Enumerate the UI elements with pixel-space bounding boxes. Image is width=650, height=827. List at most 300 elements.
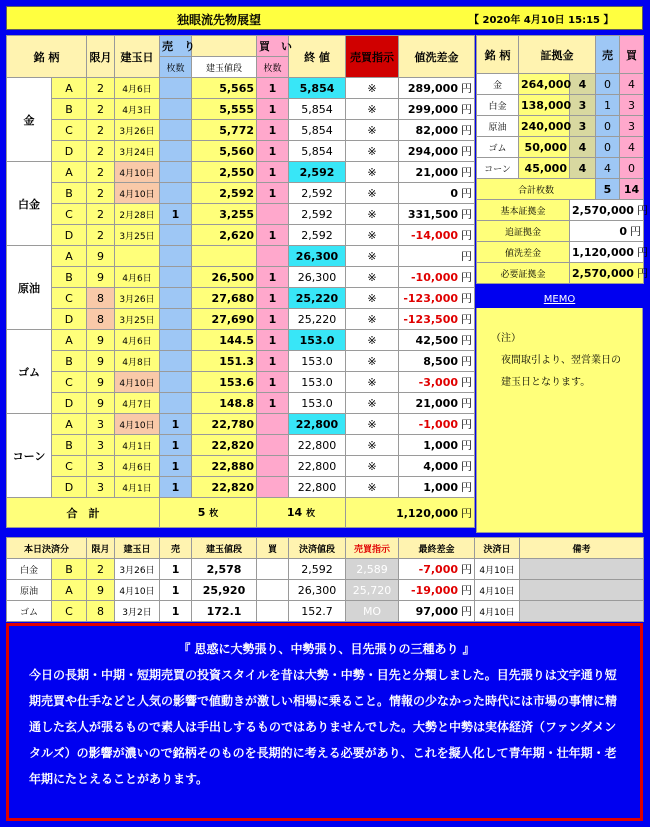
row-code: B: [52, 435, 87, 456]
row-close: 22,800: [289, 456, 346, 477]
row-close: 22,800: [289, 414, 346, 435]
row-code: D: [52, 309, 87, 330]
row-month: 2: [87, 141, 115, 162]
row-sell-count: [160, 225, 192, 246]
memo-panel: [476, 290, 643, 533]
summary-label: 追証拠金: [477, 221, 570, 242]
row-open-date: 3月26日: [115, 120, 160, 141]
row-diff: [399, 435, 475, 456]
row-close: 153.0: [289, 393, 346, 414]
row-month: 9: [87, 330, 115, 351]
row-close: 153.0: [289, 351, 346, 372]
row-signal: ※: [346, 435, 399, 456]
row-buy-count: 1: [257, 351, 289, 372]
row-sell-count: [160, 330, 192, 351]
row-close: 25,220: [289, 309, 346, 330]
group-name: 金: [7, 78, 52, 162]
header-close: 終 値: [289, 36, 346, 78]
settle-price: 2,592: [289, 559, 346, 580]
margin-brand: 原油: [477, 116, 519, 137]
settle-buy: [257, 580, 289, 601]
row-signal: ※: [346, 456, 399, 477]
row-month: 9: [87, 351, 115, 372]
margin-header-brand: 銘 柄: [477, 36, 519, 74]
row-code: C: [52, 372, 87, 393]
margin-total-sell: 5: [596, 179, 620, 200]
settle-buy: [257, 559, 289, 580]
position-row: [7, 78, 475, 99]
row-code: C: [52, 120, 87, 141]
row-signal: ※: [346, 288, 399, 309]
memo-note-title: （注）: [491, 333, 521, 344]
date-display: 【 2020年 4月10日 15:15 】: [469, 15, 614, 26]
yen-unit: 円: [461, 208, 472, 221]
yen-unit: 円: [461, 584, 473, 597]
yen-unit: 円: [461, 103, 472, 116]
yen-unit: 円: [461, 605, 473, 618]
yen-unit: 円: [461, 397, 472, 410]
position-row: [7, 309, 475, 330]
settle-code: B: [52, 559, 87, 580]
margin-deposit: 138,000: [519, 95, 570, 116]
header-buy: 買 い: [257, 36, 289, 57]
row-sell-count: [160, 183, 192, 204]
settle-month: 2: [87, 559, 115, 580]
row-sell-count: [160, 78, 192, 99]
row-sell-count: [160, 99, 192, 120]
row-sell-count: [160, 246, 192, 267]
row-diff-value: 8,500: [423, 355, 458, 368]
row-close: 22,800: [289, 477, 346, 498]
row-close: 2,592: [289, 225, 346, 246]
position-row: [7, 372, 475, 393]
settle-buy: [257, 601, 289, 622]
row-signal: ※: [346, 225, 399, 246]
row-open-date: 4月1日: [115, 477, 160, 498]
row-open-price: 26,500: [192, 267, 257, 288]
yen-unit: 円: [461, 292, 472, 305]
position-row: [7, 477, 475, 498]
row-signal: ※: [346, 162, 399, 183]
row-diff-value: -123,500: [403, 313, 458, 326]
row-close: 22,800: [289, 435, 346, 456]
row-code: D: [52, 225, 87, 246]
settle-row: [7, 559, 644, 580]
row-month: 2: [87, 162, 115, 183]
position-row: [7, 99, 475, 120]
margin-buy: 0: [620, 158, 644, 179]
header-open-price: 建玉値段: [192, 57, 257, 78]
yen-unit: 円: [461, 376, 472, 389]
row-diff: [399, 309, 475, 330]
total-label: 合 計: [7, 498, 160, 528]
row-sell-count: [160, 351, 192, 372]
row-open-price: 3,255: [192, 204, 257, 225]
row-buy-count: 1: [257, 225, 289, 246]
yen-unit: 円: [461, 334, 472, 347]
row-code: D: [52, 477, 87, 498]
article-heading: 『 思惑に大勢張り、中勢張り、目先張りの三種あり 』: [178, 642, 475, 656]
row-sell-count: [160, 372, 192, 393]
row-open-date: 4月6日: [115, 267, 160, 288]
settle-remarks: [520, 559, 644, 580]
margin-sell: 0: [596, 137, 620, 158]
row-open-date: 3月25日: [115, 309, 160, 330]
summary-amount: 1,120,000: [572, 246, 634, 259]
row-sell-count: 1: [160, 435, 192, 456]
yen-unit: 円: [461, 271, 472, 284]
settle-code: C: [52, 601, 87, 622]
margin-rate: 3: [570, 95, 596, 116]
row-sell-count: [160, 267, 192, 288]
row-sell-count: 1: [160, 204, 192, 225]
row-diff-value: 331,500: [407, 208, 458, 221]
row-sell-count: [160, 309, 192, 330]
settle-open-date: 3月26日: [115, 559, 160, 580]
settle-diff-value: -7,000: [418, 563, 459, 576]
settle-remarks: [520, 601, 644, 622]
yen-unit: 円: [461, 439, 472, 452]
row-open-price: 5,772: [192, 120, 257, 141]
row-code: D: [52, 141, 87, 162]
row-code: A: [52, 78, 87, 99]
row-open-date: 4月3日: [115, 99, 160, 120]
row-month: 8: [87, 288, 115, 309]
header-buy-count: 枚数: [257, 57, 289, 78]
settle-header-open-price: 建玉値段: [192, 538, 257, 559]
row-close: 5,854: [289, 99, 346, 120]
settle-price: 152.7: [289, 601, 346, 622]
settle-header-sell: 売: [160, 538, 192, 559]
margin-deposit: 264,000: [519, 74, 570, 95]
summary-amount: 0: [619, 225, 627, 238]
row-diff: [399, 78, 475, 99]
header-diff: 値洗差金: [399, 36, 475, 78]
row-diff-value: -14,000: [410, 229, 458, 242]
settle-date: 4月10日: [475, 559, 520, 580]
group-name: 原油: [7, 246, 52, 330]
yen-unit: 円: [461, 481, 472, 494]
row-signal: ※: [346, 183, 399, 204]
yen-unit: 円: [461, 313, 472, 326]
row-diff-value: 0: [450, 187, 458, 200]
yen-unit: 円: [461, 355, 472, 368]
yen-unit: 円: [630, 225, 641, 238]
row-open-date: 4月10日: [115, 183, 160, 204]
row-open-date: 4月1日: [115, 435, 160, 456]
row-open-price: 22,820: [192, 477, 257, 498]
row-month: 3: [87, 477, 115, 498]
row-close: 2,592: [289, 183, 346, 204]
row-buy-count: 1: [257, 162, 289, 183]
row-diff: [399, 477, 475, 498]
position-row: [7, 225, 475, 246]
row-sell-count: [160, 162, 192, 183]
settle-row: [7, 580, 644, 601]
yen-unit: 円: [636, 246, 648, 259]
row-close: 26,300: [289, 246, 346, 267]
header-brand: 銘 柄: [7, 36, 87, 78]
margin-buy: 3: [620, 95, 644, 116]
row-open-price: 22,820: [192, 435, 257, 456]
row-open-price: 2,550: [192, 162, 257, 183]
row-buy-count: 1: [257, 267, 289, 288]
row-open-price: 27,680: [192, 288, 257, 309]
margin-row: [477, 95, 644, 116]
margin-header-deposit: 証拠金: [519, 36, 596, 74]
row-diff: [399, 99, 475, 120]
margin-rate: 4: [570, 74, 596, 95]
margin-sell: 0: [596, 74, 620, 95]
yen-unit: 円: [461, 145, 472, 158]
header-spacer: [192, 36, 257, 57]
row-sell-count: [160, 120, 192, 141]
row-diff: [399, 330, 475, 351]
row-signal: ※: [346, 99, 399, 120]
row-code: B: [52, 267, 87, 288]
row-open-price: 5,565: [192, 78, 257, 99]
settle-remarks: [520, 580, 644, 601]
total-sell: [160, 498, 257, 528]
row-open-date: 4月10日: [115, 372, 160, 393]
settle-code: A: [52, 580, 87, 601]
margin-row: [477, 116, 644, 137]
row-diff: [399, 372, 475, 393]
row-open-price: 144.5: [192, 330, 257, 351]
position-row: [7, 456, 475, 477]
row-diff: [399, 267, 475, 288]
row-open-price: 153.6: [192, 372, 257, 393]
summary-label: 値洗差金: [477, 242, 570, 263]
settle-open-date: 3月2日: [115, 601, 160, 622]
group-name: コーン: [7, 414, 52, 498]
settle-diff: [399, 601, 475, 622]
row-diff-value: 1,000: [423, 439, 458, 452]
memo-note-line2: 建玉日となります。: [501, 377, 591, 388]
settle-open-price: 25,920: [192, 580, 257, 601]
article-body: 今日の長期・中期・短期売買の投資スタイルを昔は大勢・中勢・目先と分類しました。目先張りは文字通り短期売買や仕手などと人気の影響で値動きが激しい相場に乗ること。情報の少なかった時代には市場の事情に精通した玄人が張るもので素人は手出しするものではありませんでした。大勢と中勢は実体経済（ファンダメンタルズ）の影響が濃いので銘柄そのものを長期的に考える必要があり、これを擬人化して青年期・壮年期・老年期にたとえることがあります。: [29, 668, 618, 786]
position-row: [7, 141, 475, 162]
row-month: 3: [87, 435, 115, 456]
position-row: [7, 183, 475, 204]
positions-table: [6, 35, 475, 528]
settle-signal: MO: [346, 601, 399, 622]
row-month: 2: [87, 204, 115, 225]
row-open-price: 5,555: [192, 99, 257, 120]
position-row: [7, 162, 475, 183]
settle-date: 4月10日: [475, 580, 520, 601]
row-month: 8: [87, 309, 115, 330]
row-diff-value: 21,000: [415, 166, 458, 179]
row-open-price: 148.8: [192, 393, 257, 414]
row-buy-count: 1: [257, 120, 289, 141]
row-buy-count: 1: [257, 372, 289, 393]
row-open-date: 2月28日: [115, 204, 160, 225]
row-code: B: [52, 183, 87, 204]
summary-value: [570, 242, 648, 263]
row-signal: ※: [346, 414, 399, 435]
row-diff-value: 289,000: [407, 82, 458, 95]
row-signal: ※: [346, 120, 399, 141]
settle-header-signal: 売買指示: [346, 538, 399, 559]
row-open-date: 4月8日: [115, 351, 160, 372]
settle-open-date: 4月10日: [115, 580, 160, 601]
memo-note-line1: 夜間取引より、翌営業日の: [501, 355, 621, 366]
row-signal: ※: [346, 141, 399, 162]
row-open-price: 22,780: [192, 414, 257, 435]
row-diff-value: 21,000: [415, 397, 458, 410]
row-buy-count: [257, 246, 289, 267]
margin-row: [477, 74, 644, 95]
row-diff-value: 294,000: [407, 145, 458, 158]
margin-rate: 4: [570, 137, 596, 158]
row-signal: ※: [346, 351, 399, 372]
article-panel: [6, 623, 643, 821]
summary-value: [570, 221, 644, 242]
row-open-price: 2,620: [192, 225, 257, 246]
header-signal: 売買指示: [346, 36, 399, 78]
total-sell-count: 5: [197, 506, 206, 519]
row-sell-count: 1: [160, 456, 192, 477]
row-open-price: 22,880: [192, 456, 257, 477]
position-row: [7, 435, 475, 456]
row-code: D: [52, 393, 87, 414]
position-row: [7, 120, 475, 141]
settle-header-open-date: 建玉日: [115, 538, 160, 559]
row-sell-count: 1: [160, 477, 192, 498]
row-diff: [399, 351, 475, 372]
row-diff-value: -3,000: [418, 376, 458, 389]
row-sell-count: [160, 288, 192, 309]
row-diff-value: 82,000: [415, 124, 458, 137]
margin-brand: ゴム: [477, 137, 519, 158]
row-open-date: 4月6日: [115, 456, 160, 477]
settle-header-final-diff: 最終差金: [399, 538, 475, 559]
margin-brand: 金: [477, 74, 519, 95]
row-diff-value: 4,000: [423, 460, 458, 473]
row-open-date: [115, 246, 160, 267]
total-buy-count: 14: [286, 506, 303, 519]
summary-value: [570, 263, 648, 284]
row-sell-count: 1: [160, 414, 192, 435]
row-diff: [399, 414, 475, 435]
row-signal: ※: [346, 78, 399, 99]
total-sell-unit: 枚: [209, 509, 219, 519]
row-diff: [399, 456, 475, 477]
margin-deposit: 240,000: [519, 116, 570, 137]
row-buy-count: 1: [257, 393, 289, 414]
row-open-date: 4月6日: [115, 78, 160, 99]
total-buy-unit: 枚: [306, 509, 316, 519]
row-diff-value: -123,000: [403, 292, 458, 305]
yen-unit: 円: [461, 229, 472, 242]
settle-diff: [399, 559, 475, 580]
margin-table: [476, 35, 648, 284]
settle-diff: [399, 580, 475, 601]
row-open-date: 4月10日: [115, 162, 160, 183]
row-open-price: 27,690: [192, 309, 257, 330]
yen-unit: 円: [461, 250, 472, 263]
position-row: [7, 267, 475, 288]
margin-total-label: 合計枚数: [477, 179, 596, 200]
row-signal: ※: [346, 330, 399, 351]
row-code: A: [52, 246, 87, 267]
header-open-date: 建玉日: [115, 36, 160, 78]
settle-open-price: 2,578: [192, 559, 257, 580]
settle-month: 9: [87, 580, 115, 601]
row-buy-count: [257, 456, 289, 477]
margin-buy: 4: [620, 137, 644, 158]
settle-brand: 白金: [7, 559, 52, 580]
summary-label: 基本証拠金: [477, 200, 570, 221]
row-open-price: 151.3: [192, 351, 257, 372]
row-diff-value: 42,500: [415, 334, 458, 347]
row-close: 153.0: [289, 372, 346, 393]
position-row: [7, 330, 475, 351]
yen-unit: 円: [461, 82, 472, 95]
title-bar: [6, 6, 643, 30]
row-code: C: [52, 456, 87, 477]
row-close: 2,592: [289, 204, 346, 225]
row-diff-value: 1,000: [423, 481, 458, 494]
margin-rate: 3: [570, 116, 596, 137]
margin-deposit: 50,000: [519, 137, 570, 158]
row-buy-count: 1: [257, 309, 289, 330]
position-row: [7, 246, 475, 267]
yen-unit: 円: [461, 506, 472, 520]
row-code: A: [52, 414, 87, 435]
row-signal: ※: [346, 309, 399, 330]
margin-sell: 1: [596, 95, 620, 116]
margin-rate: 4: [570, 158, 596, 179]
settle-diff-value: -19,000: [411, 584, 459, 597]
row-diff: [399, 204, 475, 225]
row-close: 25,220: [289, 288, 346, 309]
yen-unit: 円: [461, 563, 473, 576]
total-buy: [257, 498, 346, 528]
row-code: A: [52, 162, 87, 183]
row-code: C: [52, 288, 87, 309]
row-code: B: [52, 351, 87, 372]
row-code: B: [52, 99, 87, 120]
row-diff: [399, 288, 475, 309]
margin-header-sell: 売: [596, 36, 620, 74]
summary-value: [570, 200, 648, 221]
row-open-date: 4月7日: [115, 393, 160, 414]
yen-unit: 円: [461, 166, 472, 179]
row-code: A: [52, 330, 87, 351]
position-row: [7, 351, 475, 372]
group-name: 白金: [7, 162, 52, 246]
row-close: 5,854: [289, 141, 346, 162]
row-open-date: 3月26日: [115, 288, 160, 309]
settle-row: [7, 601, 644, 622]
settle-price: 26,300: [289, 580, 346, 601]
row-close: 2,592: [289, 162, 346, 183]
margin-brand: コーン: [477, 158, 519, 179]
row-close: 5,854: [289, 120, 346, 141]
margin-sell: 4: [596, 158, 620, 179]
margin-sell: 0: [596, 116, 620, 137]
row-open-price: 2,592: [192, 183, 257, 204]
memo-link[interactable]: MEMO: [543, 294, 576, 305]
row-sell-count: [160, 141, 192, 162]
yen-unit: 円: [636, 267, 648, 280]
row-buy-count: 1: [257, 288, 289, 309]
row-sell-count: [160, 393, 192, 414]
yen-unit: 円: [636, 204, 648, 217]
yen-unit: 円: [461, 187, 472, 200]
